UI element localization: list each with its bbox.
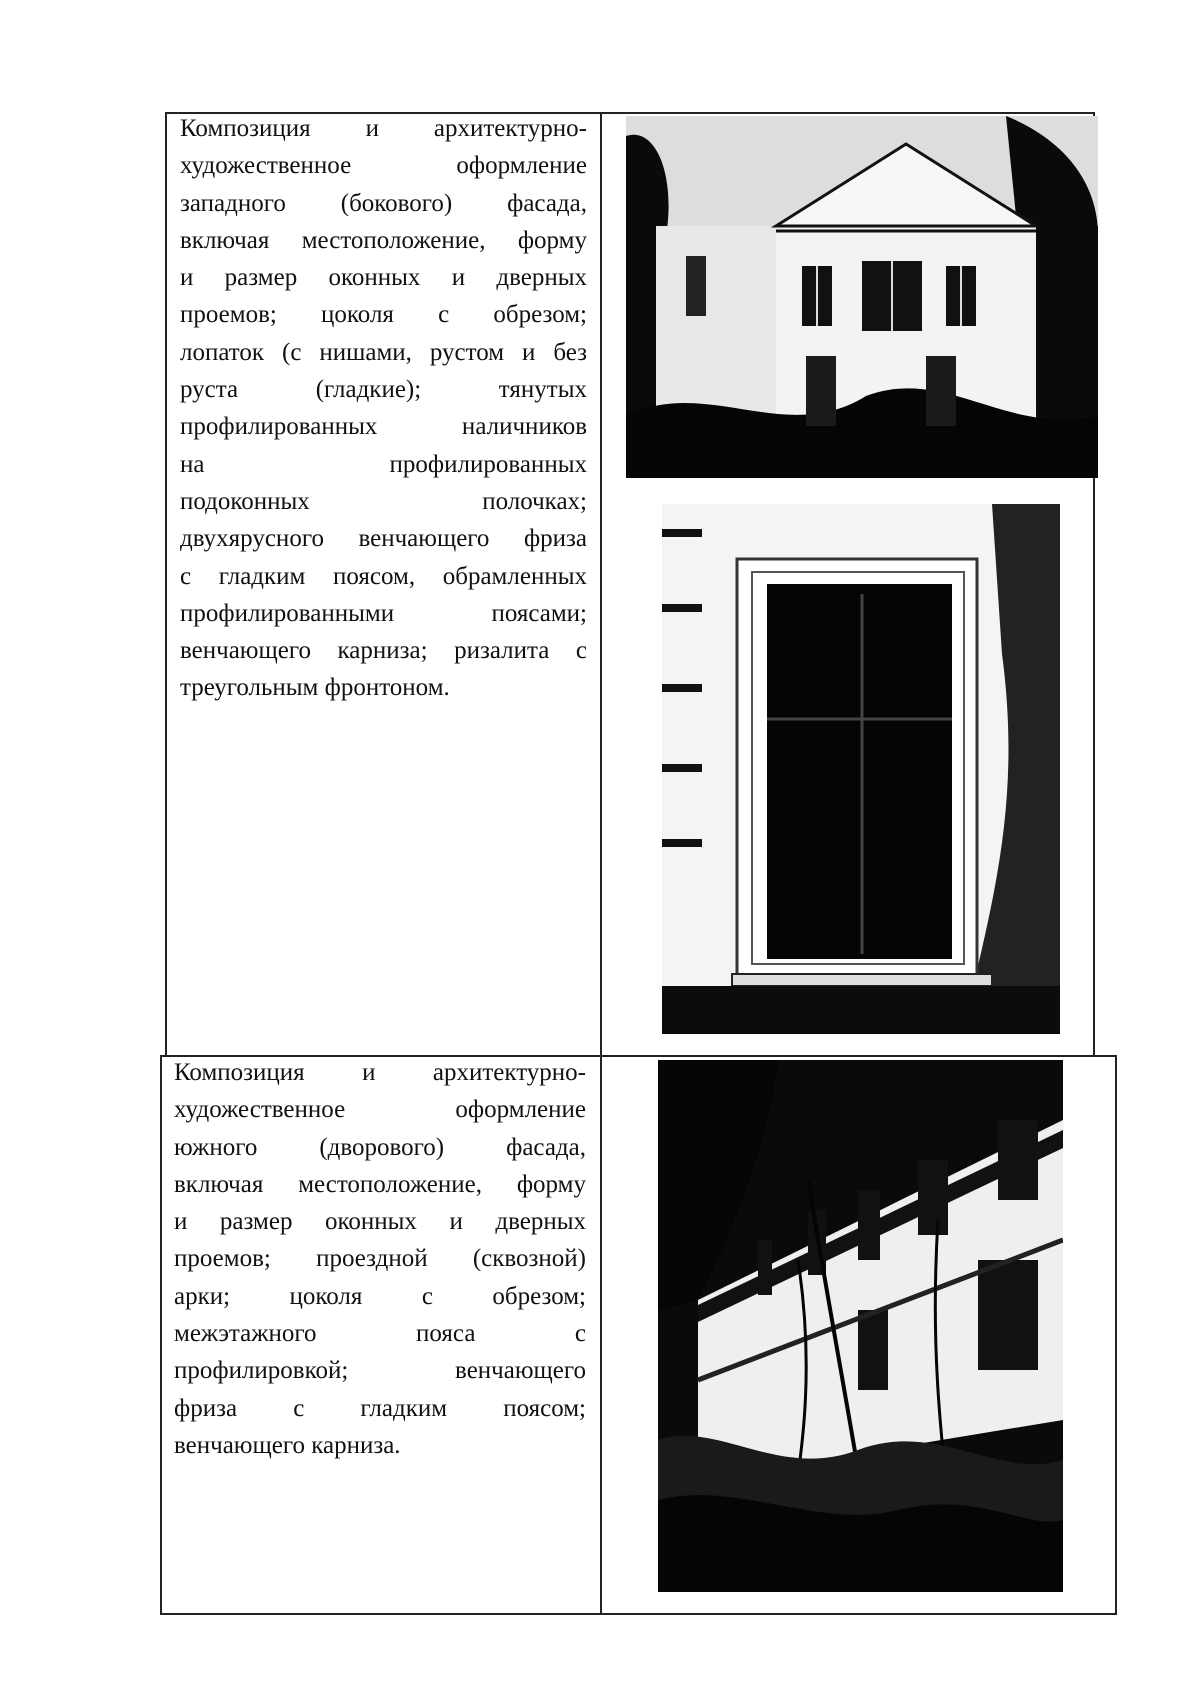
photo-south-facade bbox=[658, 1060, 1063, 1592]
table-border-bottom bbox=[160, 1613, 1117, 1615]
text-line: венчающего карниза. bbox=[174, 1431, 401, 1459]
text-line: профилировкой; венчающего bbox=[174, 1357, 586, 1385]
text-line: подоконных полочках; bbox=[180, 487, 587, 515]
text-line: Композиция и архитектурно- bbox=[174, 1059, 586, 1086]
table-border-left bbox=[165, 112, 167, 1057]
photo-window-detail bbox=[662, 504, 1060, 1034]
text-line: на профилированных bbox=[180, 450, 587, 478]
text-line: двухярусного венчающего фриза bbox=[180, 525, 587, 553]
text-line: арки; цоколя с обрезом; bbox=[174, 1282, 586, 1310]
row-2-description bbox=[174, 1054, 586, 1464]
text-line: профилированными поясами; bbox=[180, 599, 587, 627]
text-line: художественное оформление bbox=[174, 1096, 586, 1124]
text-line: Композиция и архитектурно- bbox=[180, 115, 587, 142]
text-line: фриза с гладким поясом; bbox=[174, 1394, 586, 1422]
text-line: включая местоположение, форму bbox=[180, 226, 587, 254]
text-line: художественное оформление bbox=[180, 152, 587, 180]
text-line: треугольным фронтоном. bbox=[180, 674, 450, 702]
text-line: включая местоположение, форму bbox=[174, 1170, 586, 1198]
table-column-divider bbox=[600, 112, 602, 1615]
text-line: западного (бокового) фасада, bbox=[180, 189, 587, 217]
table-border-right-lower bbox=[1115, 1055, 1117, 1615]
text-line: венчающего карниза; ризалита с bbox=[180, 637, 587, 665]
text-line: лопаток (с нишами, рустом и без bbox=[180, 338, 587, 366]
text-line: и размер оконных и дверных bbox=[180, 264, 587, 292]
text-line: и размер оконных и дверных bbox=[174, 1208, 586, 1236]
text-line: с гладким поясом, обрамленных bbox=[180, 562, 587, 590]
text-line: профилированных наличников bbox=[180, 413, 587, 441]
text-line: межэтажного пояса с bbox=[174, 1320, 586, 1348]
row-1-description bbox=[180, 110, 587, 707]
text-line: южного (дворового) фасада, bbox=[174, 1133, 586, 1161]
text-line: проемов; проездной (сквозной) bbox=[174, 1245, 586, 1273]
text-line: руста (гладкие); тянутых bbox=[180, 376, 587, 404]
text-line: проемов; цоколя с обрезом; bbox=[180, 301, 587, 329]
table-border-left-lower bbox=[160, 1055, 162, 1615]
photo-west-facade bbox=[626, 116, 1098, 478]
